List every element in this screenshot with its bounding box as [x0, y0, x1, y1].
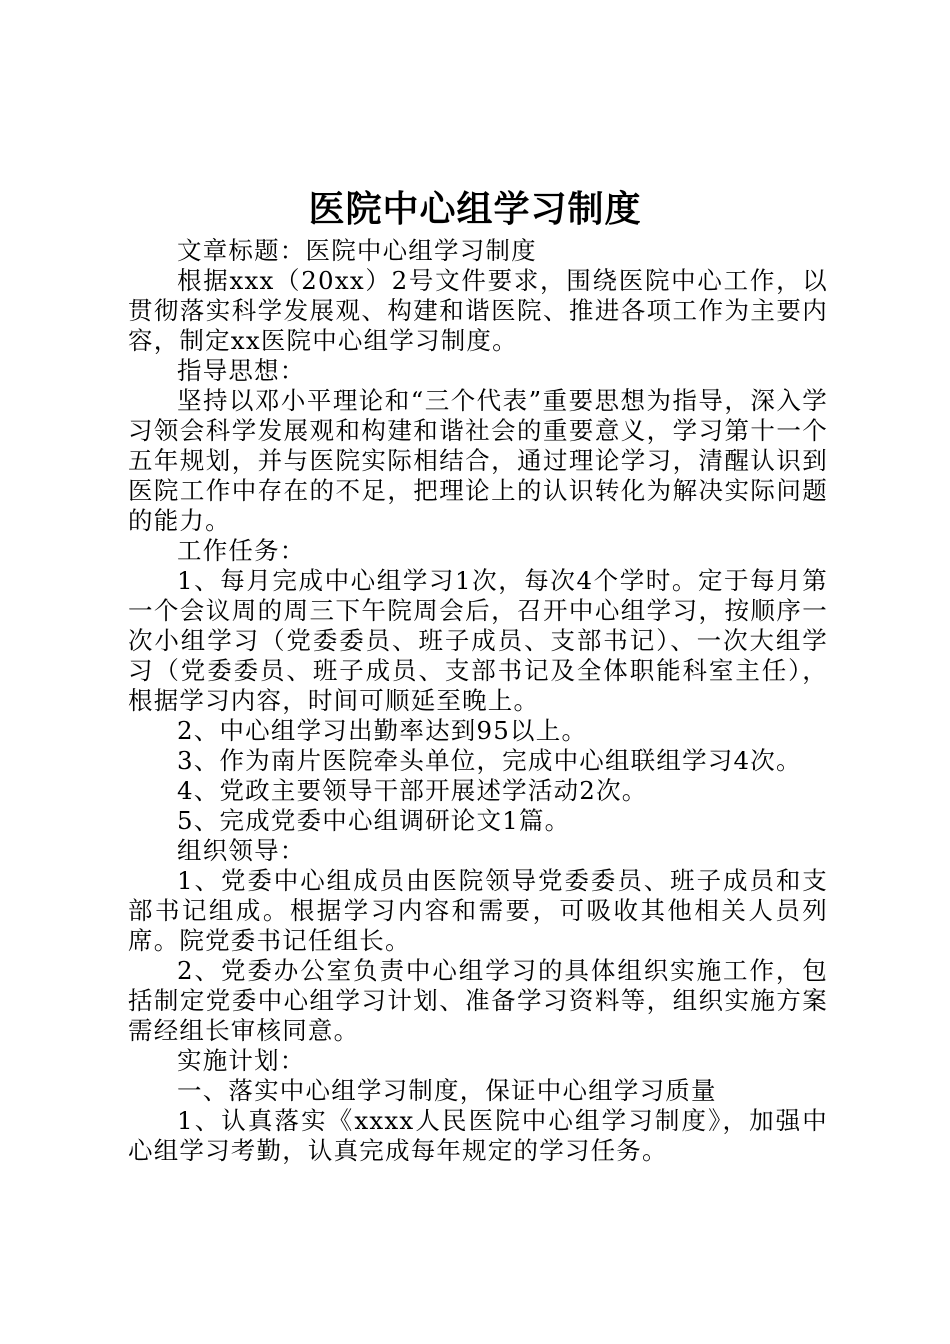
- work-task-item: 3、作为南片医院牵头单位，完成中心组联组学习4次。: [177, 746, 802, 775]
- organization-item: 2、党委办公室负责中心组学习的具体组织实施工作，包括制定党委中心组学习计划、准备学习资料等，组织实施方案需经组长审核同意。: [128, 956, 828, 1045]
- guiding-ideology-paragraph: 坚持以邓小平理论和“三个代表”重要思想为指导，深入学习领会科学发展观和构建和谐社会的重要意义，学习第十一个五年规划，并与医院实际相结合，通过理论学习，清醒认识到医院工作中存在的不足，把理论上的认识转化为解决实际问题的能力。: [128, 386, 828, 535]
- work-task-item: 1、每月完成中心组学习1次，每次4个学时。定于每月第一个会议周的周三下午院周会后，召开中心组学习，按顺序一次小组学习（党委委员、班子成员、支部书记）、一次大组学习（党委委员、班子成员、支部书记及全体职能科室主任），根据学习内容，时间可顺延至晚上。: [128, 566, 828, 715]
- work-task-item: 5、完成党委中心组调研论文1篇。: [177, 806, 571, 835]
- document-body: [128, 236, 828, 1166]
- intro-paragraph: 根据xxx（20xx）2号文件要求，围绕医院中心工作，以贯彻落实科学发展观、构建和谐医院、推进各项工作为主要内容，制定xx医院中心组学习制度。: [128, 266, 828, 355]
- work-task-item: 2、中心组学习出勤率达到95以上。: [177, 716, 588, 745]
- section-heading-work-tasks: 工作任务：: [177, 536, 306, 565]
- article-title-line: 文章标题：医院中心组学习制度: [177, 236, 537, 265]
- section-heading-organization: 组织领导：: [177, 836, 306, 865]
- work-task-item: 4、党政主要领导干部开展述学活动2次。: [177, 776, 648, 805]
- implementation-item: 1、认真落实《xxxx人民医院中心组学习制度》，加强中心组学习考勤，认真完成每年规定的学习任务。: [128, 1106, 828, 1165]
- section-heading-guiding-ideology: 指导思想：: [177, 356, 306, 385]
- document-title: 医院中心组学习制度: [308, 188, 642, 230]
- section-heading-implementation: 实施计划：: [177, 1046, 306, 1075]
- implementation-subheading: 一、落实中心组学习制度，保证中心组学习质量: [177, 1076, 717, 1105]
- organization-item: 1、党委中心组成员由医院领导党委委员、班子成员和支部书记组成。根据学习内容和需要，可吸收其他相关人员列席。院党委书记任组长。: [128, 866, 828, 955]
